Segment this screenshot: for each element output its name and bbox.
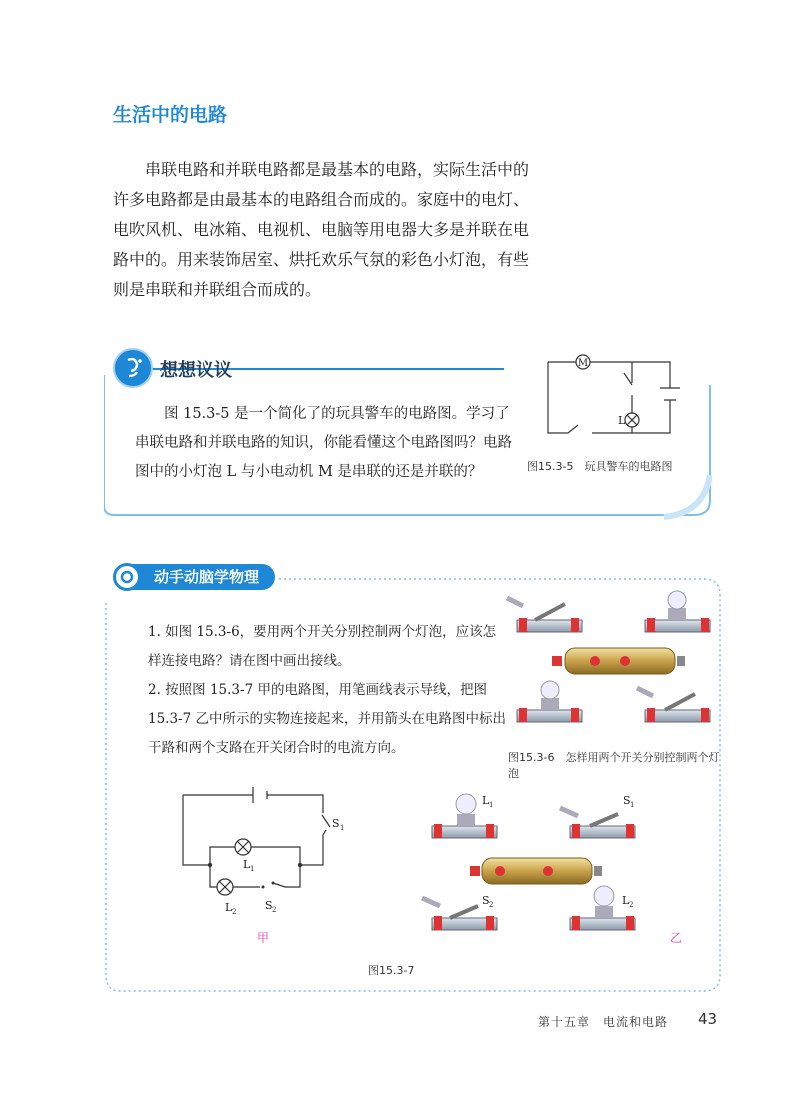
figure-15-3-7-yi-apparatus — [420, 790, 695, 950]
switch-s1-object — [560, 808, 635, 838]
svg-text:1: 1 — [250, 865, 255, 873]
svg-text:2: 2 — [272, 906, 277, 914]
hands-on-item-1: 1. 如图 15.3-6，要用两个开关分别控制两个灯泡，应该怎样连接电路？请在图中画出接线。 — [148, 624, 497, 669]
svg-text:L: L — [482, 794, 490, 807]
lamp-1-object — [645, 591, 710, 632]
figure-15-3-6-caption: 图15.3-6 怎样用两个开关分别控制两个灯泡 — [508, 751, 720, 780]
switch-1-object — [507, 598, 582, 632]
jia-label: 甲 — [257, 931, 270, 945]
think-paragraph: 图 15.3-5 是一个简化了的玩具警车的电路图。学习了串联电路和并联电路的知识，你能看懂这个电路图吗？电路图中的小灯泡 L 与小电动机 M 是串联的还是并联的？ — [135, 406, 512, 480]
think-title: 想想议议 — [160, 360, 232, 381]
lamp-label: L — [618, 414, 626, 427]
hands-on-item-2: 2. 按照图 15.3-7 甲的电路图，用笔画线表示导线，把图 15.3-7 乙中所示的实物连接起来，并用箭头在电路图中标出干路和两个支路在开关闭合时的电流方向。 — [148, 682, 506, 756]
svg-text:2: 2 — [629, 901, 634, 909]
page-number: 43 — [698, 1010, 718, 1028]
section-title: 生活中的电路 — [113, 104, 228, 126]
lamp-l2-symbol — [217, 879, 233, 895]
svg-text:L: L — [225, 901, 233, 914]
lamp-l1-symbol — [235, 839, 251, 855]
yi-label: 乙 — [670, 931, 683, 945]
svg-text:M: M — [577, 358, 589, 369]
svg-text:1: 1 — [630, 801, 635, 809]
svg-text:S: S — [623, 794, 631, 807]
figure-15-3-7-jia-circuit — [175, 785, 360, 945]
motor-symbol — [576, 355, 590, 369]
svg-text:1: 1 — [489, 801, 494, 809]
svg-text:S: S — [332, 817, 340, 830]
think-icon — [113, 348, 153, 388]
figure-15-3-6-apparatus — [505, 590, 720, 750]
svg-text:S: S — [265, 899, 273, 912]
intro-paragraph: 串联电路和并联电路都是最基本的电路，实际生活中的许多电路都是由最基本的电路组合而成的。家庭中的电灯、电吹风机、电冰箱、电视机、电脑等用电器大多是并联在电路中的。用来装饰居室、烘托欢乐气氛的彩色小灯泡，有些则是串联和并联组合而成的。 — [113, 160, 530, 299]
svg-text:2: 2 — [489, 901, 494, 909]
svg-text:2: 2 — [232, 908, 237, 916]
battery-yi-object — [470, 858, 602, 884]
police-car-circuit-diagram — [540, 345, 685, 445]
battery-object — [552, 648, 685, 674]
think-text — [135, 400, 515, 487]
lamp-symbol — [625, 413, 639, 427]
hands-on-title: 动手动脑学物理 — [118, 564, 275, 590]
svg-text:L: L — [622, 894, 630, 907]
target-icon — [113, 563, 141, 591]
svg-text:L: L — [243, 858, 251, 871]
figure-15-3-7-caption: 图15.3-7 — [368, 964, 415, 977]
intro-text — [113, 155, 533, 305]
lamp-l2-object — [570, 886, 635, 930]
switch-2-object — [637, 688, 710, 722]
lamp-2-object — [517, 681, 582, 722]
figure-15-3-5-caption: 图15.3-5 玩具警车的电路图 — [527, 460, 673, 473]
svg-text:S: S — [482, 894, 490, 907]
svg-text:1: 1 — [340, 824, 345, 832]
hands-on-text — [148, 618, 508, 763]
footer-chapter: 第十五章 电流和电路 — [538, 1015, 669, 1029]
